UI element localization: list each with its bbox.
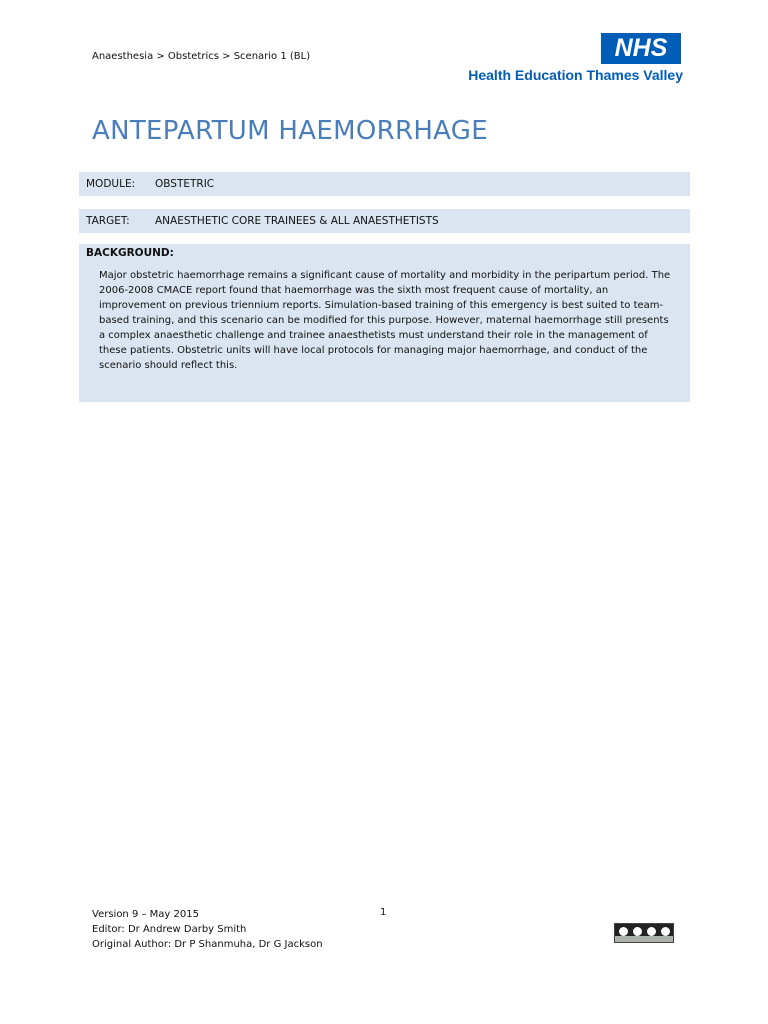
- background-label: BACKGROUND:: [86, 247, 174, 259]
- page-number: 1: [380, 907, 387, 918]
- module-value: OBSTETRIC: [155, 178, 215, 190]
- footer-original-author: Original Author: Dr P Shanmuha, Dr G Jackson: [92, 939, 323, 950]
- target-row: [79, 209, 690, 233]
- target-value: ANAESTHETIC CORE TRAINEES & ALL ANAESTHETISTS: [155, 215, 439, 227]
- nhs-logo: [447, 33, 683, 87]
- organisation-name: Health Education Thames Valley: [468, 67, 683, 83]
- background-section: [79, 244, 690, 402]
- footer-version: Version 9 – May 2015: [92, 909, 199, 920]
- background-text: Major obstetric haemorrhage remains a significant cause of mortality and morbidity in the peripartum period. The 2006-2008 CMACE report found that haemorrhage was the sixth most frequent cause of mortality, an improvement on previous triennium reports. Simulation-based training of this emergency is best suited to team-based training, and this scenario can be modified for this purpose. However, maternal haemorrhage still presents a complex anaesthetic challenge and trainee anaesthetists must understand their role in the management of these patients. Obstetric units will have local protocols for managing major haemorrhage, and conduct of the scenario should reflect this.: [99, 270, 671, 371]
- module-label: MODULE:: [86, 178, 136, 190]
- nhs-logo-mark: NHS: [601, 33, 681, 64]
- page-title: ANTEPARTUM HAEMORRHAGE: [92, 116, 488, 146]
- footer-editor: Editor: Dr Andrew Darby Smith: [92, 924, 247, 935]
- license-strip: [615, 936, 673, 942]
- creative-commons-by-nc-sa-icon: [614, 923, 674, 943]
- target-label: TARGET:: [86, 215, 130, 227]
- module-row: [79, 172, 690, 196]
- footer-credits: [92, 907, 323, 952]
- breadcrumb: Anaesthesia > Obstetrics > Scenario 1 (BL): [92, 51, 311, 62]
